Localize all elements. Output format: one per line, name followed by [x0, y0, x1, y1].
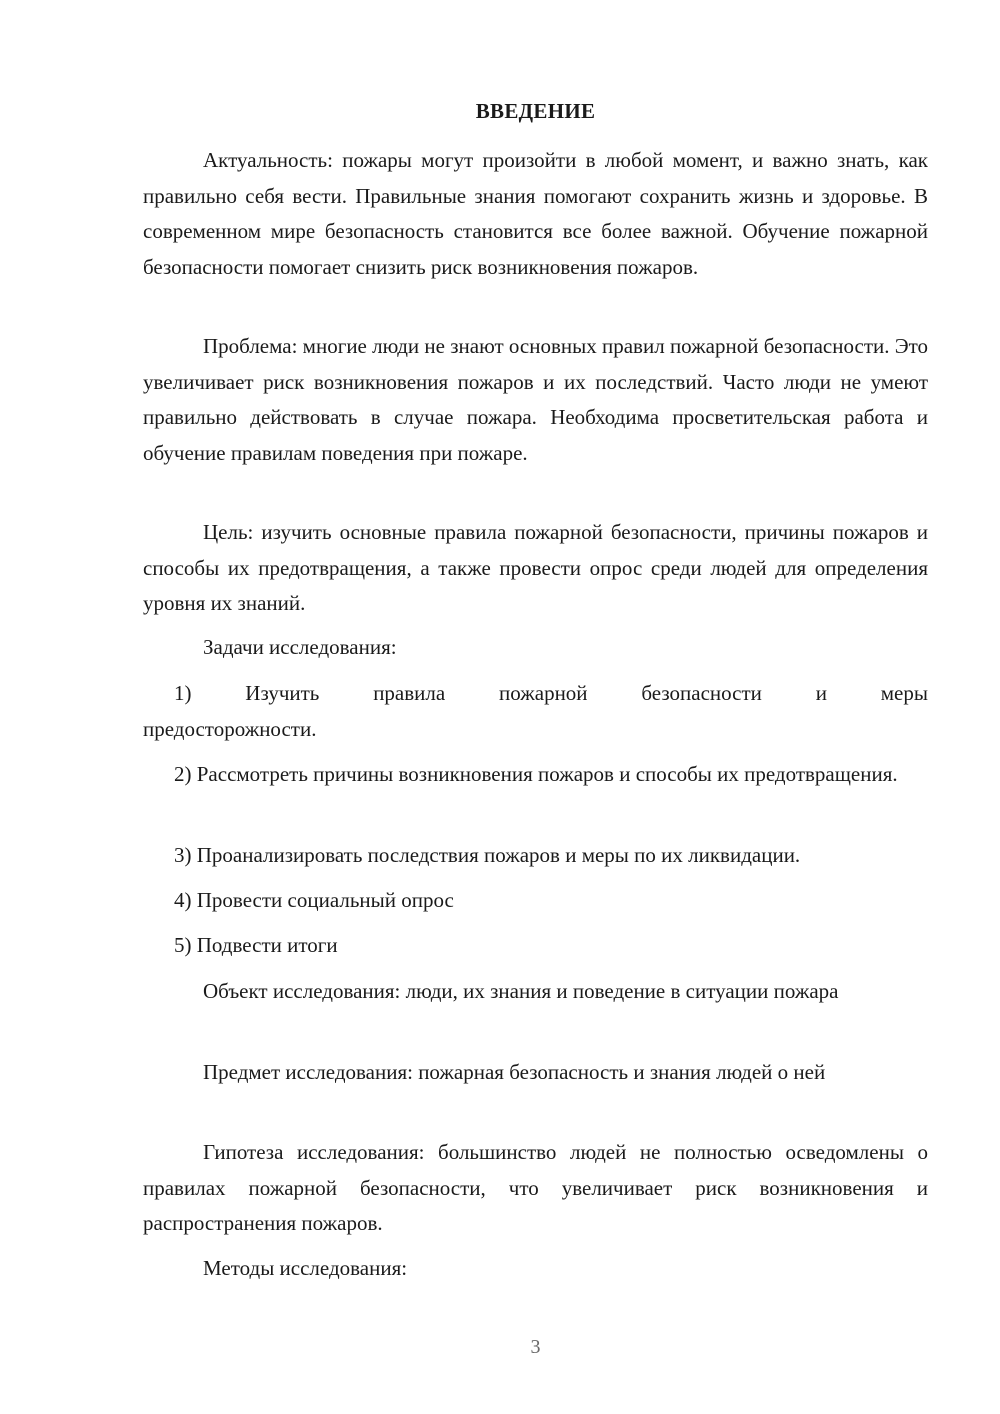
- page-number: 3: [530, 1336, 541, 1358]
- paragraph-hypothesis: Гипотеза исследования: большинство людей не полностью осведомлены о правилах пожарной безопасности, что увеличивает риск возникновения и распространения пожаров.: [143, 1140, 928, 1235]
- task-item-5: 5) Подвести итоги: [174, 933, 338, 957]
- paragraph-object: Объект исследования: люди, их знания и поведение в ситуации пожара: [203, 979, 839, 1003]
- task-item-4: 4) Провести социальный опрос: [174, 888, 454, 912]
- methods-heading: Методы исследования:: [203, 1256, 408, 1280]
- task-item-1: 1) Изучить правила пожарной безопасности и меры предосторожности.: [143, 681, 928, 741]
- section-heading: ВВЕДЕНИЕ: [475, 99, 596, 123]
- task-item-3: 3) Проанализировать последствия пожаров и меры по их ликвидации.: [174, 843, 801, 867]
- tasks-heading: Задачи исследования:: [203, 635, 397, 659]
- paragraph-goal: Цель: изучить основные правила пожарной безопасности, причины пожаров и способы их предотвращения, а также провести опрос среди людей для определения уровня их знаний.: [143, 520, 928, 615]
- paragraph-subject: Предмет исследования: пожарная безопасность и знания людей о ней: [203, 1060, 826, 1084]
- paragraph-problem: Проблема: многие люди не знают основных правил пожарной безопасности. Это увеличивает риск возникновения пожаров и их последствий. Часто люди не умеют правильно действовать в случае пожара. Необходима просветительская работа и обучение правилам поведения при пожаре.: [143, 334, 929, 465]
- document-page: [143, 0, 928, 1414]
- paragraph-relevance: Актуальность: пожары могут произойти в любой момент, и важно знать, как правильно себя вести. Правильные знания помогают сохранить жизнь и здоровье. В современном мире безопасность становится все более важной. Обучение пожарной безопасности помогает снизить риск возникновения пожаров.: [143, 148, 928, 279]
- task-item-2: 2) Рассмотреть причины возникновения пожаров и способы их предотвращения.: [174, 762, 898, 786]
